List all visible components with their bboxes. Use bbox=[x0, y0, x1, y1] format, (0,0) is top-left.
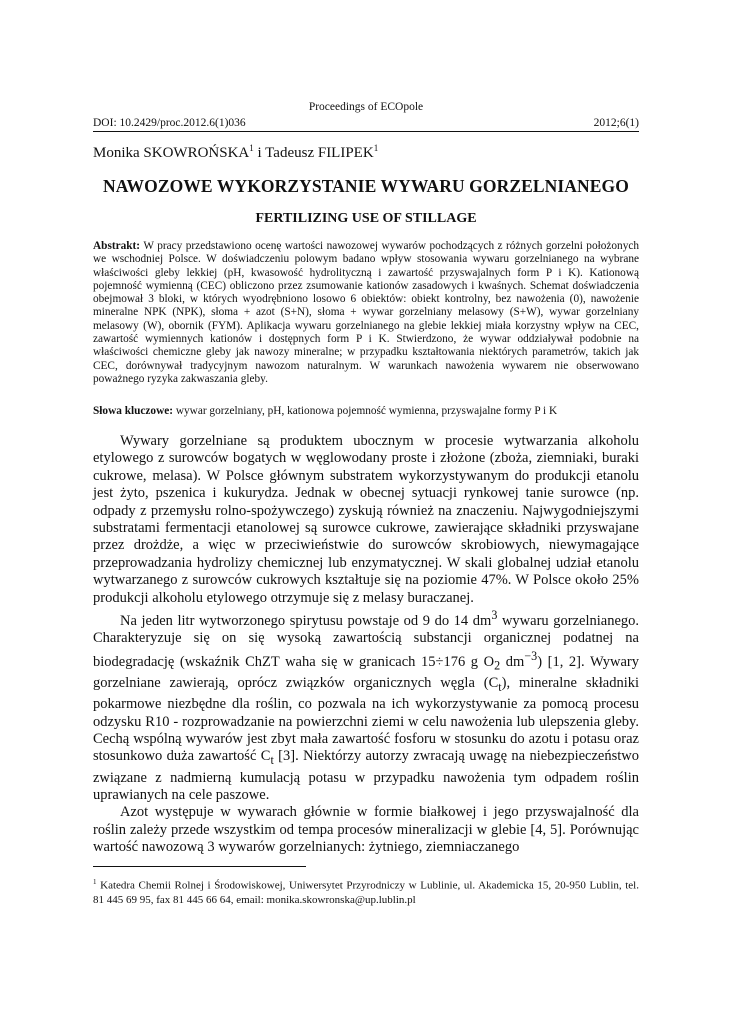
text-run: Na jeden litr wytworzonego spirytusu powstaje od 9 do 14 dm bbox=[120, 612, 492, 629]
abstract bbox=[93, 240, 639, 386]
affiliation-mark: 1 bbox=[373, 143, 379, 153]
keywords-text: wywar gorzelniany, pH, kationowa pojemność wymienna, przyswajalne formy P i K bbox=[173, 405, 558, 417]
text-run: [3]. Niektórzy autorzy zwracają uwagę na niebezpieczeństwo związane z nadmierną kumulacją potasu w przypadku nawożenia tym odpadem roślin uprawianych na cele paszowe. bbox=[93, 748, 639, 804]
footnote-mark: 1 bbox=[93, 878, 97, 886]
footnote-text: Katedra Chemii Rolnej i Środowiskowej, Uniwersytet Przyrodniczy w Lublinie, ul. Akademicka 15, 20-950 Lublin, tel. 81 445 69 95, fax 81 445 66 64, email: monika.skowronska@up.lublin.pl bbox=[93, 879, 639, 906]
superscript: 3 bbox=[491, 608, 498, 623]
doi: DOI: 10.2429/proc.2012.6(1)036 bbox=[93, 117, 246, 129]
paragraph: Wywary gorzelniane są produktem ubocznym w procesie wytwarzania alkoholu etylowego z surowców bogatych w węglowodany proste i złożone (zboża, ziemniaki, buraki cukrowe, melasa). W Polsce głównym substratem wykorzystywanym do produkcji etanolu jest żyto, pszenica i kukurydza. Jednak w obecnej sytuacji rynkowej tanie surowce (np. odpady z przemysłu rolno-spożywczego) zyskują również na znaczeniu. Najwygodniejszymi substratami fermentacji etanolowej są surowce cukrowe, zawierające składniki przyswajane przez drożdże, a więc w przeciwieństwie do surowców skrobiowych, niewymagające przeprowadzania hydrolizy chemicznej lub enzymatycznej. W skali globalnej udział etanolu wytwarzanego z surowców cukrowych kształtuje się na poziomie 47%. W Polsce około 25% produkcji alkoholu etylowego otrzymuje się z melasy buraczanej. bbox=[93, 433, 639, 606]
abstract-text: W pracy przedstawiono ocenę wartości nawozowej wywarów pochodzących z różnych gorzelni położonych we wschodniej Polsce. W doświadczeniu polowym badano wpływ stosowania wywaru gorzelnianego na wybrane właściwości gleby lekkiej (pH, kwasowość hydrolityczną i zawartość przyswajalnych form P i K). Kationową pojemność wymienną (CEC) obliczono przez zsumowanie kationów zasadowych i kwaśnych. Schemat doświadczenia obejmował 3 bloki, w których wyodrębniono losowo 6 obiektów: obiekt kontrolny, bez nawożenia (0), nawożenie mineralne NPK (NPK), słoma + azot (S+N), słoma + wywar gorzelniany melasowy (S+W), wywar gorzelniany melasowy (W), obornik (FYM). Aplikacja wywaru gorzelnianego na glebie lekkiej miała korzystny wpływ na CEC, zawartość wymiennych kationów i dostępnych form P i K. Stwierdzono, że wywar oddziaływał podobnie na właściwości chemiczne gleby jak nawozy mineralne; w przypadku kształtowania niektórych parametrów, takich jak CEC, dorównywał tradycyjnym nawozom naturalnym. W warunkach nawożenia wywarem nie obserwowano poważnego ryzyka zakwaszania gleby. bbox=[93, 240, 639, 385]
running-head: Proceedings of ECOpole bbox=[308, 101, 424, 113]
text-run: ), mineralne składniki pokarmowe niezbędne dla roślin, co pozwala na ich wykorzystywanie za pomocą procesu odzysku R10 - rozprowadzanie na powierzchni ziemi w celu nawożenia lub ulepszenia gleby. Cechą wspólną wywarów jest zbyt mała zawartość fosforu w stosunku do azotu i potasu oraz stosunkowo duża zawartość C bbox=[93, 674, 639, 765]
author-line bbox=[93, 143, 378, 162]
paper-title-english: FERTILIZING USE OF STILLAGE bbox=[255, 211, 477, 226]
author-name-2: Tadeusz FILIPEK bbox=[265, 145, 374, 161]
author-name-1: Monika SKOWROŃSKA bbox=[93, 145, 250, 161]
paragraph: Azot występuje w wywarach głównie w formie białkowej i jego przyswajalność dla roślin zależy przede wszystkim od tempa procesów mineralizacji w glebie [4, 5]. Porównując wartość nawozową 3 wywarów gorzelnianych: żytniego, ziemniaczanego bbox=[93, 804, 639, 856]
volume-info: 2012;6(1) bbox=[593, 117, 639, 129]
keywords-label: Słowa kluczowe: bbox=[93, 405, 174, 417]
paper-title: NAWOZOWE WYKORZYSTANIE WYWARU GORZELNIANEGO bbox=[103, 176, 629, 196]
footnote-divider bbox=[93, 866, 306, 867]
paragraph bbox=[93, 607, 639, 804]
affiliation-mark: 1 bbox=[249, 143, 254, 153]
keywords bbox=[93, 405, 639, 418]
doi-row bbox=[93, 117, 639, 132]
subscript: t bbox=[498, 679, 502, 694]
footnote bbox=[93, 875, 639, 907]
subscript: 2 bbox=[494, 658, 501, 673]
author-connector: i bbox=[253, 145, 266, 161]
text-run: dm bbox=[500, 653, 525, 670]
text-run: ) [1, 2]. Wywary gorzelniane zawierają, oprócz związków organicznych węgla (C bbox=[93, 653, 640, 691]
body-text bbox=[93, 433, 639, 857]
subscript: t bbox=[270, 753, 274, 768]
abstract-label: Abstrakt: bbox=[93, 240, 141, 252]
text-run: wywaru gorzelnianego. Charakteryzuje się on się wysoką zawartością substancji organicznej podatnej na biodegradację (wskaźnik ChZT waha się w granicach 15÷176 g O bbox=[93, 612, 640, 670]
superscript: −3 bbox=[524, 648, 538, 663]
